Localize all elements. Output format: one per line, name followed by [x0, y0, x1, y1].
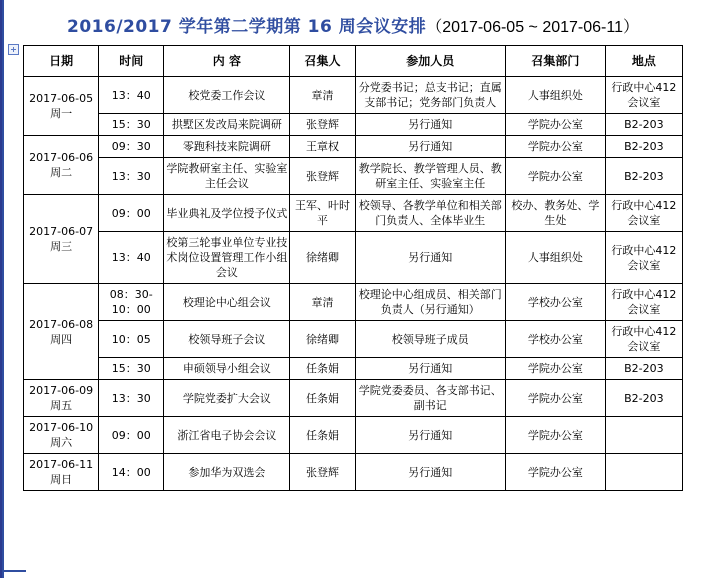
- cell-department: 校办、教务处、学生处: [506, 195, 606, 232]
- cell-participants: 另行通知: [355, 454, 506, 491]
- cell-participants: 另行通知: [355, 232, 506, 284]
- cell-time: 13：40: [99, 77, 164, 114]
- cell-caller: 章清: [290, 284, 355, 321]
- cell-place: B2-203: [605, 136, 682, 158]
- table-row: [24, 77, 683, 114]
- table-row: [24, 158, 683, 195]
- page-left-border: [2, 0, 4, 578]
- cell-caller: 王军、叶时平: [290, 195, 355, 232]
- cell-participants: 校理论中心组成员、相关部门负责人（另行通知）: [355, 284, 506, 321]
- header-content: 内 容: [164, 46, 290, 77]
- cell-content: 浙江省电子协会会议: [164, 417, 290, 454]
- cell-content: 校理论中心组会议: [164, 284, 290, 321]
- table-header-row: [24, 46, 683, 77]
- cell-date: 2017-06-09 周五: [24, 380, 99, 417]
- cell-date: 2017-06-10 周六: [24, 417, 99, 454]
- cell-place: 行政中心412 会议室: [605, 284, 682, 321]
- cell-caller: 任条娟: [290, 358, 355, 380]
- table-row: [24, 454, 683, 491]
- table-row: [24, 358, 683, 380]
- table-row: [24, 232, 683, 284]
- table-row: [24, 136, 683, 158]
- cell-participants: 另行通知: [355, 358, 506, 380]
- cell-place: 行政中心412 会议室: [605, 232, 682, 284]
- cell-time: 13：30: [99, 158, 164, 195]
- cell-date: 2017-06-05 周一: [24, 77, 99, 136]
- cell-time: 10：05: [99, 321, 164, 358]
- cell-content: 校领导班子会议: [164, 321, 290, 358]
- cell-time: 13：30: [99, 380, 164, 417]
- cell-department: 人事组织处: [506, 232, 606, 284]
- table-row: [24, 114, 683, 136]
- header-date: 日期: [24, 46, 99, 77]
- table-row: [24, 321, 683, 358]
- cell-participants: 另行通知: [355, 417, 506, 454]
- cell-place: B2-203: [605, 158, 682, 195]
- header-participants: 参加人员: [355, 46, 506, 77]
- cell-content: 参加华为双选会: [164, 454, 290, 491]
- cell-caller: 徐绪卿: [290, 232, 355, 284]
- cell-time: 14：00: [99, 454, 164, 491]
- header-place: 地点: [605, 46, 682, 77]
- cell-place: 行政中心412 会议室: [605, 321, 682, 358]
- header-department: 召集部门: [506, 46, 606, 77]
- page-title: 2016/2017 学年第二学期第 16 周会议安排: [67, 17, 427, 37]
- cell-department: 学院办公室: [506, 454, 606, 491]
- table-row: [24, 195, 683, 232]
- cell-date: 2017-06-07 周三: [24, 195, 99, 284]
- cell-place: [605, 417, 682, 454]
- cell-participants: 校领导班子成员: [355, 321, 506, 358]
- cell-caller: 张登辉: [290, 158, 355, 195]
- cell-date: 2017-06-11 周日: [24, 454, 99, 491]
- cell-caller: 章清: [290, 77, 355, 114]
- cell-participants: 分党委书记；总支书记；直属支部书记；党务部门负责人: [355, 77, 506, 114]
- table-move-handle-icon[interactable]: [8, 44, 19, 55]
- page-subtitle: （2017-06-05 ~ 2017-06-11）: [426, 19, 639, 36]
- cell-caller: 张登辉: [290, 454, 355, 491]
- cell-department: 学院办公室: [506, 136, 606, 158]
- document-title-area: [2, 0, 704, 41]
- cell-participants: 另行通知: [355, 136, 506, 158]
- cell-content: 零跑科技来院调研: [164, 136, 290, 158]
- cell-department: 学院办公室: [506, 114, 606, 136]
- cell-participants: 学院党委委员、各支部书记、副书记: [355, 380, 506, 417]
- cell-place: B2-203: [605, 358, 682, 380]
- cell-content: 学院党委扩大会议: [164, 380, 290, 417]
- cell-time: 09：00: [99, 195, 164, 232]
- cell-participants: 校领导、各教学单位和相关部门负责人、全体毕业生: [355, 195, 506, 232]
- cell-date: 2017-06-06 周二: [24, 136, 99, 195]
- cell-content: 毕业典礼及学位授予仪式: [164, 195, 290, 232]
- cell-department: 学院办公室: [506, 358, 606, 380]
- cell-department: 学校办公室: [506, 321, 606, 358]
- cell-place: [605, 454, 682, 491]
- page-bottom-marker: [2, 570, 26, 572]
- cell-caller: 徐绪卿: [290, 321, 355, 358]
- cell-place: B2-203: [605, 380, 682, 417]
- cell-content: 校党委工作会议: [164, 77, 290, 114]
- cell-place: B2-203: [605, 114, 682, 136]
- cell-caller: 王章权: [290, 136, 355, 158]
- cell-time: 13：40: [99, 232, 164, 284]
- cell-participants: 另行通知: [355, 114, 506, 136]
- cell-content: 学院教研室主任、实验室主任会议: [164, 158, 290, 195]
- table-row: [24, 380, 683, 417]
- cell-department: 学院办公室: [506, 417, 606, 454]
- cell-time: 09：00: [99, 417, 164, 454]
- cell-caller: 任条娟: [290, 380, 355, 417]
- table-row: [24, 284, 683, 321]
- cell-participants: 教学院长、教学管理人员、教研室主任、实验室主任: [355, 158, 506, 195]
- meeting-schedule-table: [23, 45, 683, 491]
- cell-caller: 张登辉: [290, 114, 355, 136]
- cell-department: 学院办公室: [506, 158, 606, 195]
- cell-place: 行政中心412 会议室: [605, 77, 682, 114]
- table-row: [24, 417, 683, 454]
- cell-department: 学院办公室: [506, 380, 606, 417]
- cell-content: 拱墅区发改局来院调研: [164, 114, 290, 136]
- cell-time: 09：30: [99, 136, 164, 158]
- table-body: [24, 77, 683, 491]
- cell-time: 15：30: [99, 114, 164, 136]
- header-time: 时间: [99, 46, 164, 77]
- cell-caller: 任条娟: [290, 417, 355, 454]
- cell-department: 人事组织处: [506, 77, 606, 114]
- cell-time: 08：30-10：00: [99, 284, 164, 321]
- cell-date: 2017-06-08 周四: [24, 284, 99, 380]
- cell-time: 15：30: [99, 358, 164, 380]
- header-caller: 召集人: [290, 46, 355, 77]
- cell-department: 学校办公室: [506, 284, 606, 321]
- cell-content: 校第三轮事业单位专业技术岗位设置管理工作小组会议: [164, 232, 290, 284]
- cell-content: 申硕领导小组会议: [164, 358, 290, 380]
- cell-place: 行政中心412 会议室: [605, 195, 682, 232]
